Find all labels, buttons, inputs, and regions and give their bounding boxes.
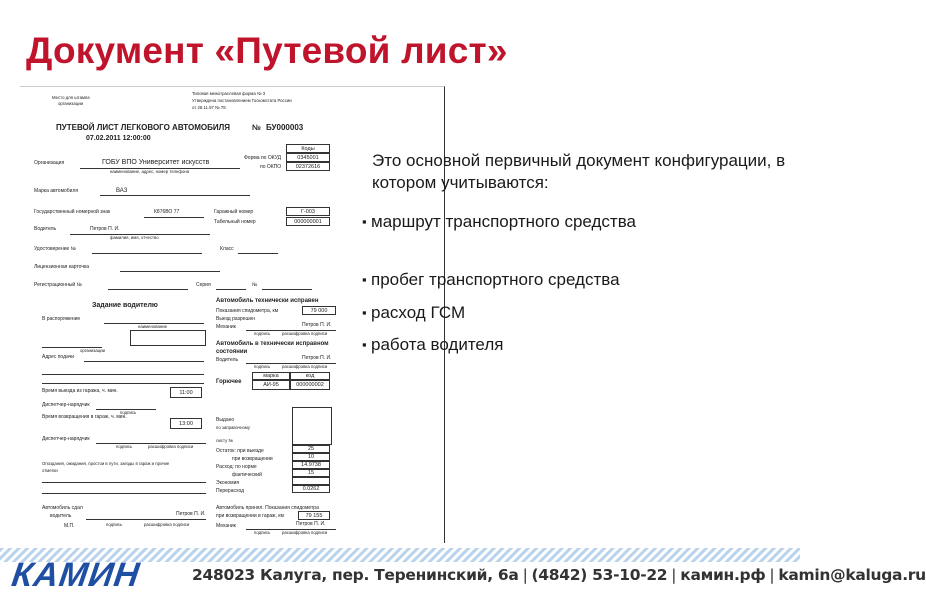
sign-label-4: подпись (116, 444, 133, 449)
reg-label: Регистрационный № (34, 282, 82, 288)
bullet-text: работа водителя (371, 335, 504, 354)
org-hint: наименование, адрес, номер телефона (110, 169, 190, 174)
driver-value: Петров П. И. (90, 226, 120, 232)
refuel-label: по заправочному (216, 425, 251, 430)
mp-label: М.П. (64, 523, 75, 529)
form-heading: ПУТЕВОЙ ЛИСТ ЛЕГКОВОГО АВТОМОБИЛЯ (56, 123, 230, 132)
sign-decode-6: расшифровка подписи (282, 530, 328, 535)
okud-label: Форма по ОКУД (244, 155, 282, 161)
sign-decode-1: расшифровка подписи (282, 331, 328, 336)
sign-decode-2: расшифровка подписи (282, 364, 328, 369)
footer-separator: | (671, 566, 677, 584)
handed-label: Автомобиль сдал (42, 505, 83, 511)
address-label: Адрес подачи (42, 354, 75, 360)
slide-title: Документ «Путевой лист» (26, 30, 508, 71)
form-type: Типовая межотраслевая форма № 3 (192, 91, 266, 96)
form-number: БУ000003 (266, 123, 304, 132)
fuel-code-col: код (290, 372, 330, 380)
tech-ok-label: Автомобиль технически исправен (216, 298, 319, 304)
form-approved-by: Утверждена постановлением Госкомстата России (192, 98, 292, 103)
class-label: Класс (220, 246, 234, 252)
economy-value (292, 477, 330, 485)
form-number-label: № (252, 123, 261, 132)
fuel-code-value: 000000002 (290, 380, 330, 390)
return-label: при возвращении в гараж, км (216, 513, 284, 519)
sign-label-5: подпись (106, 522, 123, 527)
accepted-label: Автомобиль в технически исправном состоянии (216, 341, 329, 355)
form-datetime: 07.02.2011 12:00:00 (86, 135, 151, 142)
bullet-item-fuel (362, 302, 782, 324)
form-stamp-org: организации (58, 101, 84, 106)
footer-separator: | (522, 566, 528, 584)
remain-in-value: 10 (292, 453, 330, 461)
received-label: Автомобиль принял. Показания спидометра (216, 505, 319, 511)
dispatcher2-label: Диспетчер-нарядчик (42, 436, 90, 442)
odometer-value: 79 000 (302, 306, 336, 315)
footer-phone: (4842) 53-10-22 (531, 566, 668, 584)
okpo-label: по ОКПО (260, 164, 282, 170)
time-in-label: Время возвращения в гараж, ч. мин. (42, 414, 127, 420)
sign-label-1: подпись (254, 331, 271, 336)
notes-label: отметки (42, 468, 58, 473)
norm-value: 14.9738 (292, 461, 330, 469)
sign-label-2: подпись (254, 364, 271, 369)
okud-value: 0345001 (286, 153, 330, 162)
plate-label: Государственный номерной знак (34, 209, 111, 215)
form-stamp-place: Место для штампа (52, 95, 90, 100)
car-brand: ВАЗ (116, 188, 128, 194)
remain-in-label: при возвращении (232, 456, 273, 462)
footer-email[interactable]: kamin@kaluga.ru (778, 566, 926, 584)
mechanic-value: Петров П. И. (302, 322, 332, 328)
bullet-text: маршрут транспортного средства (371, 212, 637, 231)
form-approved-date: от 28.11.97 № 78 (192, 105, 226, 110)
bullet-item-mileage (362, 269, 782, 291)
issued-label: Выдано (216, 417, 235, 423)
card-label: Лицензионная карточка (34, 264, 90, 270)
footer-address: 248023 Калуга, пер. Теренинский, 6а (192, 566, 519, 584)
fuel-label: Горючее (216, 379, 242, 385)
mech2-label: Механик (216, 523, 236, 529)
fact-label: фактический (232, 472, 262, 478)
return-km-value: 79 155 (298, 511, 330, 520)
bullet-item-route (362, 211, 782, 233)
bullet-marker-icon: ▪ (362, 214, 367, 229)
time-in-value: 13:00 (170, 418, 202, 429)
sign-label-3: подпись (120, 410, 137, 415)
garage-label: Гаражный номер (214, 209, 254, 215)
handed-name: Петров П. И. (176, 511, 206, 517)
driver-label: Водитель (34, 226, 57, 232)
remain-out-value: 25 (292, 445, 330, 453)
okpo-value: 02372616 (286, 162, 330, 171)
footer-contacts (192, 566, 926, 584)
reg-no-label: № (252, 282, 258, 288)
license-label: Удостоверение № (34, 246, 77, 252)
overrun-label: Перерасход (216, 488, 245, 494)
kamin-logo: КАМИН (9, 556, 143, 594)
handed-driver-label: водитель (50, 513, 72, 519)
footer-site[interactable]: камин.рф (680, 566, 766, 584)
bullet-text: расход ГСМ (371, 303, 466, 322)
tab-value: 000000001 (286, 217, 330, 226)
time-out-label: Время выезда из гаража, ч. мин. (42, 388, 118, 394)
remain-out-label: Остаток: при выезде (216, 448, 264, 454)
plate-value: К876ВО 77 (154, 209, 180, 215)
footer-separator: | (769, 566, 775, 584)
org-label: Организация (34, 160, 65, 166)
time-out-value: 11:00 (170, 387, 202, 398)
driver-sign-label: Водитель (216, 357, 239, 363)
sign-label-6: подпись (254, 530, 271, 535)
odometer-label: Показания спидометра, км (216, 308, 279, 314)
disposal-label: В распоряжение (42, 316, 81, 322)
codes-header: Коды (286, 144, 330, 153)
bullet-marker-icon: ▪ (362, 272, 367, 287)
bullet-text: пробег транспортного средства (371, 270, 620, 289)
fuel-brand-value: АИ-95 (252, 380, 290, 390)
norm-label: Расход: по норме (216, 464, 257, 470)
disposal-hint: наименование (138, 324, 168, 329)
delays-label: Опоздания, ожидания, простои в пути, заезды в гараж и прочие (42, 461, 170, 466)
sheet-label: листу № (216, 438, 234, 443)
car-brand-label: Марка автомобиля (34, 188, 79, 194)
bullet-marker-icon: ▪ (362, 337, 367, 352)
bullet-marker-icon: ▪ (362, 305, 367, 320)
overrun-value: 0.0262 (292, 485, 330, 493)
driver-sign-value: Петров П. И. (302, 355, 332, 361)
org-hint-2: организации (80, 348, 106, 353)
slide-description (372, 150, 792, 201)
dispatcher-label: Диспетчер-нарядчик (42, 402, 90, 408)
bullet-item-driver (362, 334, 782, 356)
fact-value: 15 (292, 469, 330, 477)
mechanic-label: Механик (216, 324, 236, 330)
description-text: Это основной первичный документ конфигурации, в котором учитываются: (372, 151, 786, 192)
garage-value: Г-003 (286, 207, 330, 216)
driver-hint: фамилия, имя, отчество (110, 235, 159, 240)
sign-decode-5: расшифровка подписи (144, 522, 190, 527)
org-name: ГОБУ ВПО Университет искусств (102, 159, 210, 166)
exit-allowed-label: Выезд разрешен (216, 316, 256, 322)
tab-label: Табельный номер (214, 219, 256, 225)
mech2-value: Петров П. И. (296, 521, 326, 527)
series-label: Серия (196, 282, 211, 288)
sign-decode-4: расшифровка подписи (148, 444, 194, 449)
economy-label: Экономия (216, 480, 240, 486)
fuel-brand-col: марка (252, 372, 290, 380)
task-heading: Задание водителю (92, 302, 158, 309)
